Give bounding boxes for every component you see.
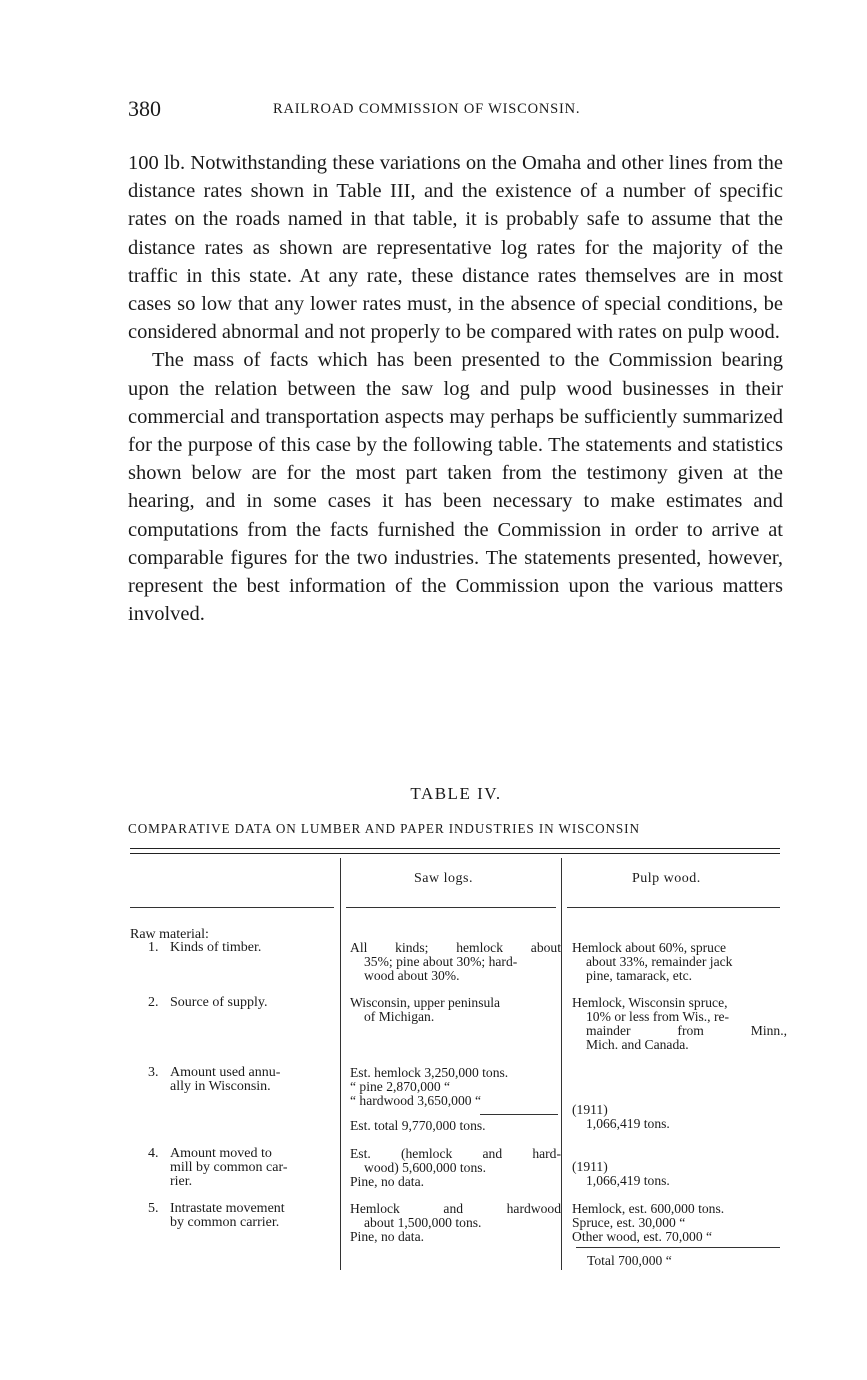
row-number: 4. [148,1146,159,1161]
pulp-wood-cell [572,1103,787,1131]
table-top-rule [130,848,780,849]
cell-line: Est. total 9,770,000 tons. [350,1118,486,1133]
row-label [148,1066,280,1094]
saw-logs-cell [350,1066,561,1133]
pulp-wood-cell [572,1202,787,1244]
row-label [148,941,261,955]
paragraph: The mass of facts which has been presented to the Commission bearing upon the relation between the saw log and pulp wood businesses in their commercial and transportation aspects may perhaps be sufficiently summarized for the purpose of this case by the following table. The statements and statistics shown below are for the most part taken from the testimony given at the hearing, and in some cases it has been necessary to make estimates and computations from the facts furnished the Commission in order to arrive at comparable figures for the two industries. The statements presented, however, represent the best information of the Commission upon the various matters involved. [128,349,783,626]
saw-logs-cell [350,996,561,1024]
cell-line: Hemlock, Wisconsin spruce, [572,995,728,1010]
page-header [128,96,783,126]
cell-line: Est. (hemlock and hard- [350,1146,561,1161]
cell-line: Hemlock about 60%, spruce [572,940,727,955]
header-rule [567,907,780,908]
cell-line: 10% or less from Wis., re- [586,1009,730,1024]
cell-line: Hemlock, est. 600,000 tons. [572,1201,725,1216]
sum-rule [480,1114,558,1115]
pulp-wood-cell [572,996,787,1052]
cell-line: Other wood, est. 70,000 “ [572,1229,713,1244]
cell-line: Hemlock and hardwood [350,1201,561,1216]
header-rule [130,907,334,908]
row-label-line: by common carrier. [170,1215,280,1230]
row-label-line: Kinds of timber. [170,940,262,955]
cell-line: pine, tamarack, etc. [586,968,693,983]
cell-line: Pine, no data. [350,1229,424,1244]
total-line: Total 700,000 “ [587,1253,672,1268]
cell-line: “ hardwood 3,650,000 “ [350,1093,481,1108]
cell-line: 1,066,419 tons. [586,1116,670,1131]
row-number: 1. [148,940,159,955]
paragraph: 100 lb. Notwithstanding these variations on the Omaha and other lines from the distance rates shown in Table III, and the existence of a number of specific rates on the roads named in that table, it is probably safe to assume that the distance rates as shown are representative log rates for the majority of the traffic in this state. At any rate, these distance rates themselves are in most cases so low that any lower rates must, in the absence of special conditions, be considered abnormal and not properly to be compared with rates on pulp wood. [128,152,783,344]
header-rule [346,907,556,908]
row-number: 2. [148,995,159,1010]
row-label-line: mill by common car- [170,1160,288,1175]
cell-line: 35%; pine about 30%; hard- [364,954,518,969]
cell-line: Mich. and Canada. [586,1037,689,1052]
cell-line: (1911) [572,1159,608,1174]
row-label [148,1202,285,1230]
row-label-line: Amount moved to [170,1146,272,1161]
saw-logs-cell [350,941,561,983]
cell-line: (1911) [572,1102,608,1117]
column-divider [340,858,341,1270]
row-label-line: Intrastate movement [170,1201,285,1216]
row-label-line: Source of supply. [170,995,268,1010]
cell-line: Spruce, est. 30,000 “ [572,1215,686,1230]
row-label [148,1147,288,1189]
cell-line: about 33%, remainder jack [586,954,733,969]
cell-line: wood) 5,600,000 tons. [364,1160,486,1175]
pulp-wood-cell [572,1160,787,1188]
column-header-pulp-wood: Pulp wood. [632,871,701,886]
cell-line: Pine, no data. [350,1174,424,1189]
body-text [128,149,783,628]
cell-line: “ pine 2,870,000 “ [350,1079,451,1094]
sum-rule [576,1247,780,1248]
page-number: 380 [128,96,161,121]
cell-line: wood about 30%. [364,968,460,983]
cell-line: of Michigan. [364,1009,435,1024]
row-label-line: ally in Wisconsin. [170,1079,271,1094]
cell-line: 1,066,419 tons. [586,1173,670,1188]
saw-logs-cell [350,1147,561,1189]
cell-line: All kinds; hemlock about [350,940,561,955]
row-label-line: rier. [170,1174,193,1189]
column-header-saw-logs: Saw logs. [414,871,473,886]
saw-logs-cell [350,1202,561,1244]
cell-line: Wisconsin, upper peninsula [350,995,501,1010]
table-top-rule [130,853,780,854]
table-subtitle: COMPARATIVE DATA ON LUMBER AND PAPER INDUSTRIES IN WISCONSIN [128,821,640,836]
row-number: 3. [148,1065,159,1080]
row-label [148,996,267,1010]
cell-line: mainder from Minn., [586,1023,787,1038]
cell-line: about 1,500,000 tons. [364,1215,482,1230]
pulp-wood-cell [572,941,787,983]
row-label-line: Amount used annu- [170,1065,281,1080]
column-divider [561,858,562,1270]
table-title: TABLE IV. [410,784,502,803]
running-title: RAILROAD COMMISSION OF WISCONSIN. [273,101,581,117]
cell-line: Est. hemlock 3,250,000 tons. [350,1065,509,1080]
section-label: Raw material: [130,927,209,942]
row-number: 5. [148,1201,159,1216]
